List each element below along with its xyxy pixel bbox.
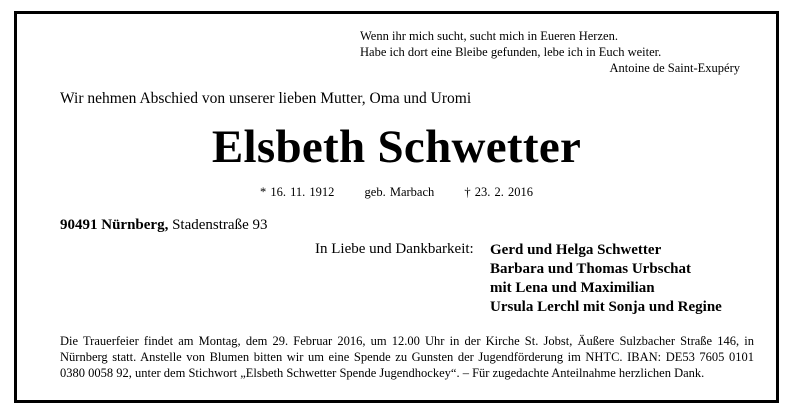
address-street: Stadenstraße 93 (172, 217, 268, 233)
quote-line-1: Wenn ihr mich sucht, sucht mich in Eueren Herzen. (360, 29, 618, 43)
obituary-frame (14, 11, 779, 403)
birth-date: * 16. 11. 1912 (259, 185, 335, 199)
mourner-line: Ursula Lerchl mit Sonja und Regine (490, 299, 722, 315)
intro-text: Wir nehmen Abschied von unserer lieben Mutter, Oma und Uromi (60, 90, 472, 107)
quote-block (360, 28, 740, 76)
mourner-line: Gerd und Helga Schwetter (490, 242, 662, 258)
address (60, 217, 267, 234)
death-date: † 23. 2. 2016 (464, 185, 534, 199)
funeral-notice: Die Trauerfeier findet am Montag, dem 29. Februar 2016, um 12.00 Uhr in der Kirche St. Jobst, Äußere Sulzbacher Straße 146, in Nürnberg statt. Anstelle von Blumen bitten wir um eine Spende zu Gunsten der Jugendförderung im NHTC. IBAN: DE53 7605 0101 0380 0058 92, unter dem Stichwort „Elsbeth Schwetter Spende Jugendhockey“. – Für zugedachte Anteilnahme herzlichen Dank. (60, 334, 754, 380)
mourners-list (490, 241, 722, 317)
life-dates (17, 185, 776, 200)
quote-line-2: Habe ich dort eine Bleibe gefunden, lebe ich in Euch weiter. (360, 45, 662, 59)
maiden-name: geb. Marbach (364, 185, 435, 199)
mourner-line: Barbara und Thomas Urbschat (490, 261, 692, 277)
mourner-line: mit Lena und Maximilian (490, 280, 655, 296)
address-city: 90491 Nürnberg, (60, 217, 169, 233)
mourners-label: In Liebe und Dankbarkeit: (315, 241, 474, 257)
quote-author: Antoine de Saint-Exupéry (609, 61, 740, 75)
deceased-name: Elsbeth Schwetter (211, 121, 582, 173)
